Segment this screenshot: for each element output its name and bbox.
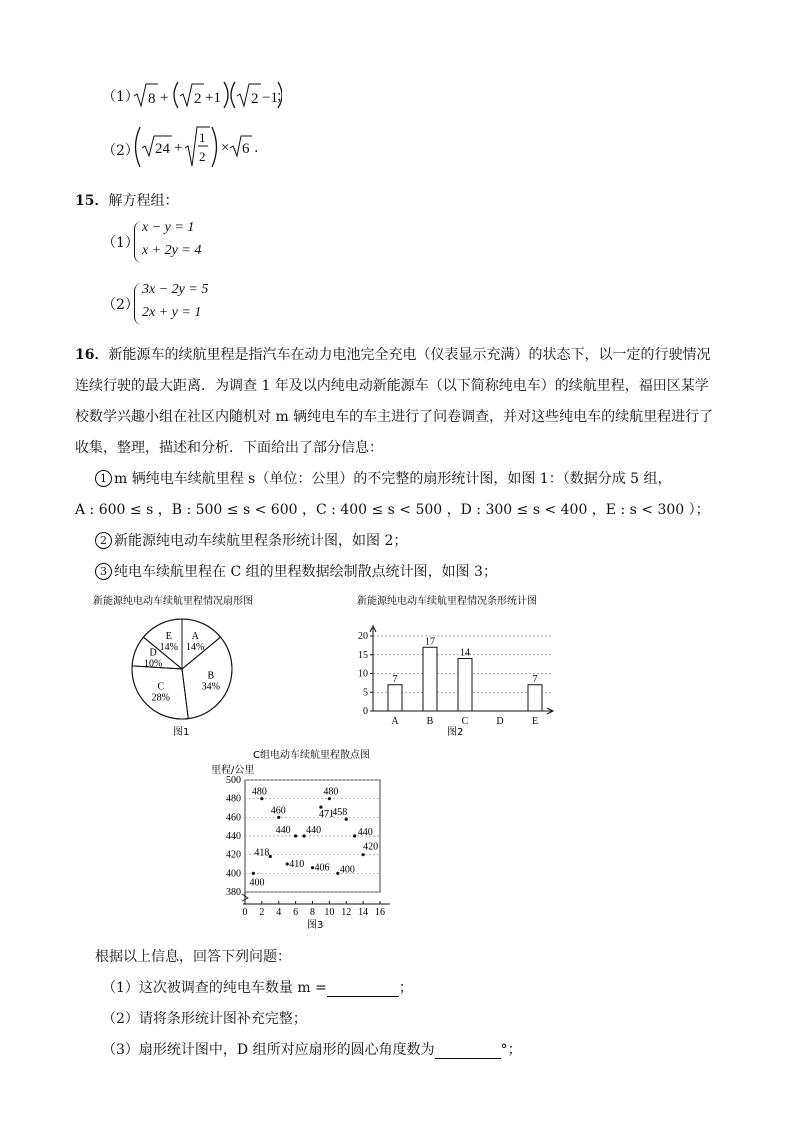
svg-text:8: 8 [148,91,156,107]
q16-line3: 校数学兴趣小组在社区内随机对 m 辆纯电车的车主进行了问卷调查，并对这些纯电车的续航里程进行了 [75,409,714,425]
circled-number-1: 1 [95,470,112,487]
scatter-point-label: 471 [318,809,334,821]
p14-part1: （1） [102,89,139,105]
pie-slice-percent-b: 34% [201,681,220,693]
q15-number: 15． [75,193,109,209]
pie-slice-percent-c: 28% [151,692,170,704]
pie-slice-label-b: B [207,670,215,682]
svg-text:6: 6 [242,141,250,157]
q15-sys1-label: （1） [102,235,139,251]
bar-category-label-e: E [531,716,539,727]
bar-b [423,647,437,711]
scatter-point-label: 440 [306,825,322,836]
scatter-x-tick-label: 14 [358,907,369,918]
scatter-y-tick-label: 420 [226,849,241,861]
q15-sys2-eq2: 2x + y = 1 [142,305,202,320]
p14-part2-end: . [254,140,259,156]
scatter-point [362,853,365,856]
q15-sys1-eq2: x + 2y = 4 [142,243,202,258]
scatter-point-label: 458 [332,807,348,819]
scatter-point-label: 410 [289,859,305,870]
bar-c [458,659,472,712]
pie-slice-label-e: E [165,630,172,642]
pie-slice-percent-d: 10% [144,658,163,670]
scatter-point-label: 418 [254,847,270,859]
bar-y-tick-label: 20 [358,631,368,642]
scatter-x-tick-label: 2 [259,907,265,918]
q16-line1: 16．新能源车的续航里程是指汽车在动力电池完全充电（仪表显示充满）的状态下，以一定的行驶情况 [75,347,711,363]
pie-slice-label-c: C [157,681,165,693]
p14-expr2 [132,124,252,170]
scatter-point-label: 400 [339,864,355,876]
bar-value-label-a: 7 [392,673,398,685]
scatter-point-label: 440 [357,827,373,838]
scatter-x-tick-label: 0 [242,907,248,918]
bar-e [528,685,542,711]
circled-number-2: 2 [95,532,112,549]
scatter-point-label: 400 [249,877,265,889]
scatter-point [294,834,297,837]
scatter-chart-caption: 图3 [307,920,324,931]
scatter-plot [226,775,390,918]
svg-text:+: + [160,90,169,106]
bar-y-tick-label: 0 [363,706,368,717]
q16-info1-line1: 1 m 辆纯电车续航里程 s（单位：公里）的不完整的扇形统计图，如图 1：（数据分成 5 组， [95,468,672,488]
bar-value-label-c: 14 [460,647,470,659]
bar-chart-figure2 [345,590,565,740]
bar-chart-title: 新能源纯电动车续航里程情况条形统计图 [357,596,537,607]
q16-info2: 2 新能源纯电动车续航里程条形统计图，如图 2； [95,530,407,550]
scatter-x-tick-label: 8 [310,907,315,918]
scatter-y-tick-label: 460 [226,812,241,824]
q16-ask: 根据以上信息，回答下列问题： [95,949,291,965]
q16-sub3: （3）扇形统计图中，D 组所对应扇形的圆心角度数为 °； [102,1042,522,1058]
p14-expr1 [132,78,282,112]
q16-sub2: （2）请将条形统计图补充完整； [102,1011,307,1027]
svg-text:+: + [174,140,183,156]
bar-chart-caption: 图2 [447,727,464,738]
scatter-point-label: 460 [270,805,286,817]
svg-text:+1: +1 [205,90,221,106]
p14-part2: （2） [102,143,139,159]
scatter-chart-figure3 [205,746,400,934]
circled-number-3: 3 [95,563,112,580]
scatter-y-tick-label: 480 [226,793,241,805]
scatter-x-tick-label: 10 [324,907,335,918]
svg-text:2: 2 [251,91,259,107]
bar-y-tick-label: 10 [358,668,368,680]
bar-category-label-b: B [426,716,434,727]
scatter-x-tick-label: 4 [276,907,282,918]
q16-info3: 3 纯电车续航里程在 C 组的里程数据绘制散点统计图，如图 3； [95,561,497,581]
scatter-point [353,834,356,837]
q15-header [75,190,178,210]
p14-part1-end: ； [276,89,290,105]
q15-sys2-eq1: 3x − 2y = 5 [142,282,209,297]
pie-chart-caption: 图1 [173,727,190,738]
bar-value-label-b: 17 [425,636,435,648]
answer-blank-m[interactable] [327,980,399,997]
scatter-point-label: 480 [251,786,267,798]
bar-y-tick-label: 5 [363,687,368,699]
svg-text:1: 1 [199,130,206,145]
q16-info1-line2: A : 600 ≤ s ，B : 500 ≤ s < 600 ，C : 400 ≤ s < 500 ，D : 300 ≤ s < 400 ，E : s < 300 ）； [75,502,710,518]
scatter-chart-title: C组电动车续航里程散点图 [253,750,370,761]
bar-category-label-a: A [391,716,399,727]
scatter-point-label: 480 [323,786,339,798]
scatter-y-tick-label: 380 [226,887,241,898]
bar-plot [358,626,553,727]
scatter-point-label: 420 [363,841,379,853]
pie-slices [132,619,232,719]
scatter-y-tick-label: 440 [226,831,241,842]
bar-category-label-d: D [496,716,504,727]
svg-text:2: 2 [199,149,206,164]
pie-slice-label-d: D [149,647,157,659]
pie-slice-percent-a: 14% [186,641,205,653]
scatter-x-tick-label: 16 [375,907,385,918]
pie-chart-title: 新能源纯电动车续航里程情况扇形图 [93,596,253,607]
svg-text:×: × [221,140,230,156]
svg-text:−1: −1 [262,90,278,106]
pie-slice-percent-e: 14% [159,641,178,653]
pie-chart-figure1 [85,590,285,740]
scatter-point-label: 440 [275,825,291,836]
q16-line2: 连续行驶的最大距离．为调查 1 年及以内纯电动新能源车（以下简称纯电车）的续航里程，福田区某学 [75,378,709,394]
scatter-point-label: 406 [314,862,330,874]
bar-value-label-e: 7 [532,673,538,685]
q16-number: 16． [75,347,109,363]
answer-blank-angle[interactable] [435,1042,501,1059]
q15-sys2-label: （2） [102,297,139,313]
scatter-y-axis-label: 里程/公里 [211,765,255,776]
scatter-x-tick-label: 12 [341,907,352,918]
svg-text:24: 24 [155,141,170,157]
scatter-x-tick-label: 6 [293,907,299,918]
bar-category-label-c: C [461,716,469,727]
scatter-y-tick-label: 400 [226,868,241,880]
pie-slice-label-a: A [191,630,199,642]
scatter-point [252,872,255,875]
q16-line4: 收集，整理，描述和分析．下面给出了部分信息： [75,440,383,456]
bar-a [388,685,402,711]
q15-title: 解方程组： [108,193,179,209]
svg-text:2: 2 [194,91,202,107]
bar-y-tick-label: 15 [358,649,368,661]
q15-sys1-eq1: x − y = 1 [142,220,195,235]
scatter-y-tick-label: 500 [226,775,241,786]
q16-sub1: （1）这次被调查的纯电车数量 m = ； [102,980,413,996]
